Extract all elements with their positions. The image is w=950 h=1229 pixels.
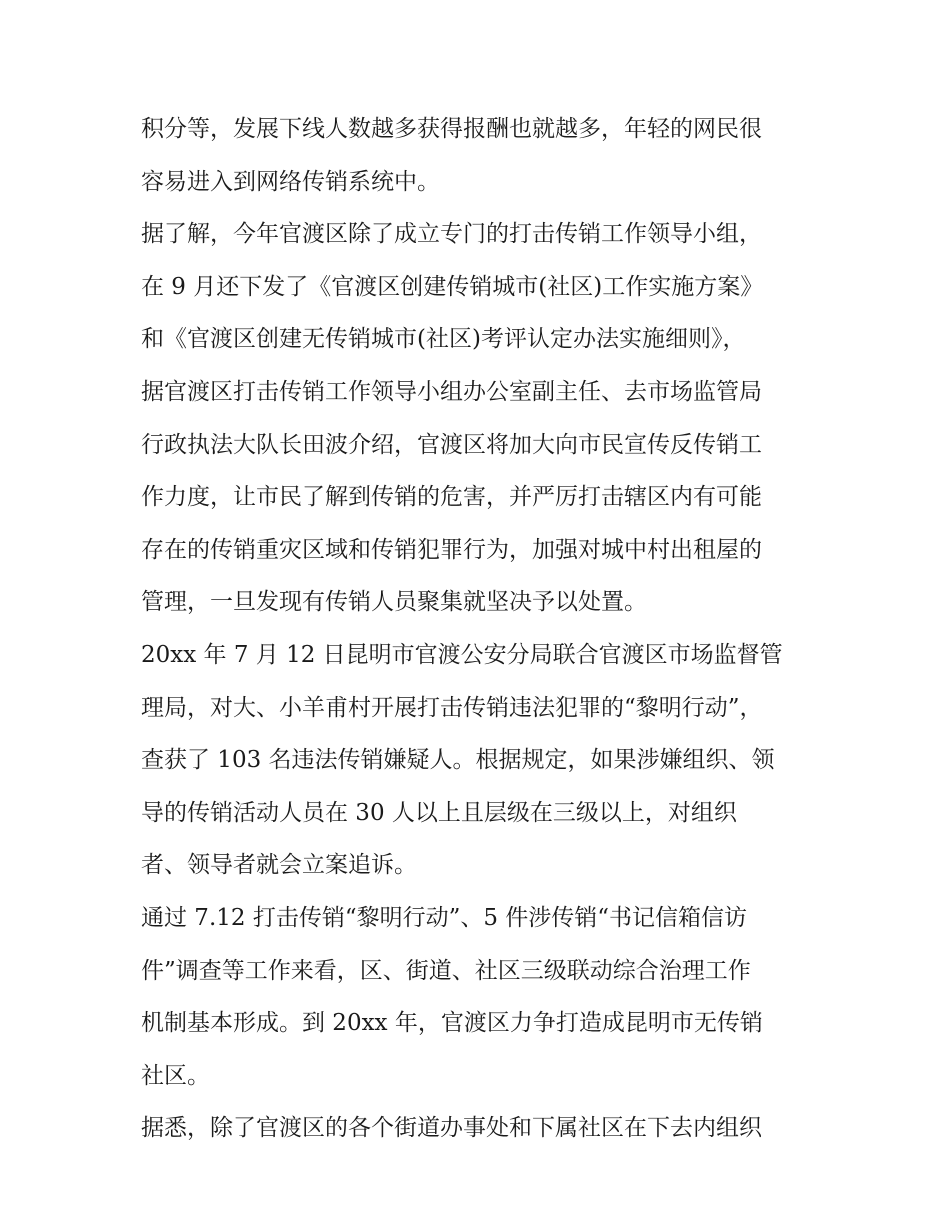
text-line: 据悉，除了官渡区的各个街道办事处和下属社区在下去内组织: [141, 1115, 762, 1142]
text-line: 机制基本形成。到 20xx 年，官渡区力争打造成昆明市无传销: [141, 1010, 763, 1037]
text-line: 积分等，发展下线人数越多获得报酬也就越多，年轻的网民很: [141, 116, 762, 142]
text-line: 据官渡区打击传销工作领导小组办公室副主任、去市场监管局: [141, 378, 762, 405]
text-line: 20xx 年 7 月 12 日昆明市官渡公安分局联合官渡区市场监督管: [141, 641, 783, 668]
text-line: 容易进入到网络传销系统中。: [141, 168, 440, 195]
text-line: 管理，一旦发现有传销人员聚集就坚决予以处置。: [141, 589, 647, 616]
text-line: 理局，对大、小羊甫村开展打击传销违法犯罪的“黎明行动”，: [141, 694, 763, 721]
text-line: 在 9 月还下发了《官渡区创建传销城市(社区)工作实施方案》: [141, 273, 764, 300]
text-line: 社区。: [141, 1062, 210, 1089]
text-line: 通过 7.12 打击传销“黎明行动”、5 件涉传销“书记信箱信访: [141, 904, 748, 931]
document-body: [141, 103, 821, 1155]
text-line: 和《官渡区创建无传销城市(社区)考评认定办法实施细则》，: [141, 326, 746, 353]
text-line: 作力度，让市民了解到传销的危害，并严厉打击辖区内有可能: [141, 484, 762, 511]
text-line: 件”调查等工作来看，区、街道、社区三级联动综合治理工作: [141, 957, 751, 984]
text-line: 行政执法大队长田波介绍，官渡区将加大向市民宣传反传销工: [141, 431, 762, 458]
text-line: 导的传销活动人员在 30 人以上且层级在三级以上，对组织: [141, 799, 737, 826]
text-line: 查获了 103 名违法传销嫌疑人。根据规定，如果涉嫌组织、领: [141, 747, 775, 774]
text-line: 存在的传销重灾区域和传销犯罪行为，加强对城中村出租屋的: [141, 536, 762, 563]
text-line: 者、领导者就会立案追诉。: [141, 852, 417, 879]
text-line: 据了解，今年官渡区除了成立专门的打击传销工作领导小组，: [141, 221, 762, 248]
